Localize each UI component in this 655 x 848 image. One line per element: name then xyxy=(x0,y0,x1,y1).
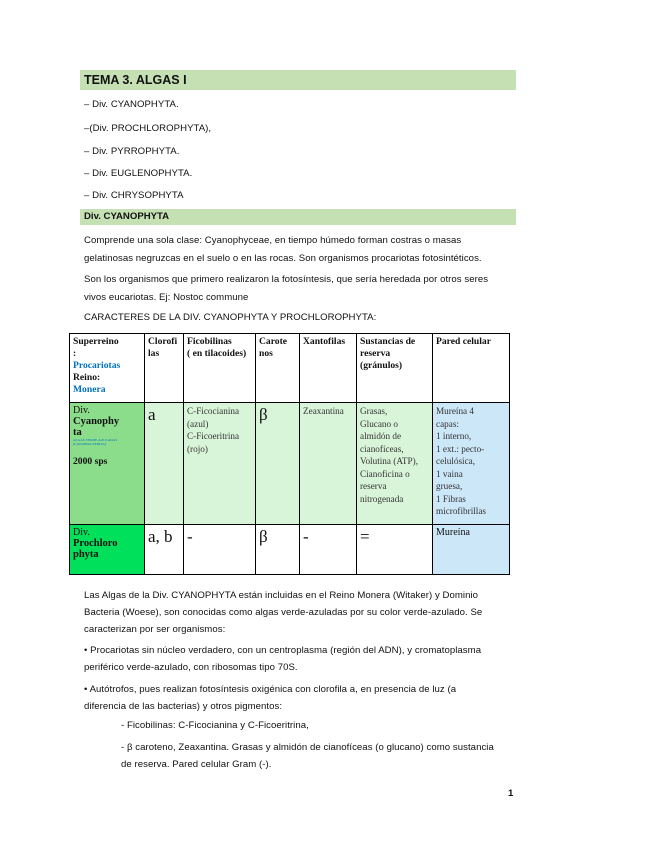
paragraph-line: vivos eucariotas. Ej: Nostoc commune xyxy=(84,292,249,303)
cell-clorofila: a xyxy=(145,403,184,525)
paragraph-line: Comprende una sola clase: Cyanophyceae, en tiempo húmedo forman costras o masas xyxy=(84,235,462,246)
cell-pared: Mureína 4 capas: 1 interno, 1 ext.: pecto- celulósica, 1 vaina gruesa, 1 Fibras microfibrillas xyxy=(433,403,510,525)
bullet-line: diferencia de las bacterias) y otros pigmentos: xyxy=(84,701,283,712)
cell-caroteno: β xyxy=(256,525,300,575)
header-xantofilas: Xantofilas xyxy=(300,334,357,403)
division-item: – Div. PYRROPHYTA. xyxy=(84,146,180,157)
cell-ficobilinas: - xyxy=(184,525,256,575)
header-ficobilinas: Ficobilinas ( en tilacoides) xyxy=(184,334,256,403)
page-number: 1 xyxy=(508,788,514,799)
table-row-cyanophyta xyxy=(70,403,510,525)
bullet-line: • Procariotas sin núcleo verdadero, con un centroplasma (región del ADN), y cromatoplasma xyxy=(84,645,482,656)
sub-bullet-line: - β caroteno, Zeaxantina. Grasas y almidón de cianofíceas (o glucano) como sustancia xyxy=(121,742,494,753)
cell-division: Div. Cyanophy ta ALGAS VERDE-AZULADAS (CIANOBACTERIAS) 2000 sps xyxy=(70,403,145,525)
sub-bullet-line: - Ficobilinas: C-Ficocianina y C-Ficoeritrina, xyxy=(121,720,309,731)
paragraph-line: Son los organismos que primero realizaron la fotosíntesis, que sería heredada por otros seres xyxy=(84,274,489,285)
table-caption: CARACTERES DE LA DIV. CYANOPHYTA Y PROCHLOROPHYTA: xyxy=(84,312,377,323)
bullet-line: • Autótrofos, pues realizan fotosíntesis oxigénica con clorofila a, en presencia de luz (a xyxy=(84,684,457,695)
header-carotenos: Carote nos xyxy=(256,334,300,403)
header-superreino: Superreino : Procariotas Reino: Monera xyxy=(70,334,145,403)
table-header-row xyxy=(70,334,510,403)
cell-ficobilinas: C-Ficocianina (azul) C-Ficoeritrina (rojo) xyxy=(184,403,256,525)
sub-bullet-line: de reserva. Pared celular Gram (-). xyxy=(121,759,272,770)
header-clorofilas: Clorofi las xyxy=(145,334,184,403)
cell-pared: Mureína xyxy=(433,525,510,575)
paragraph-line: Bacteria (Woese), son conocidas como algas verde-azuladas por su color verde-azulado. Se xyxy=(84,607,483,618)
cell-xantofila: - xyxy=(300,525,357,575)
header-pared: Pared celular xyxy=(433,334,510,403)
division-item: – Div. EUGLENOPHYTA. xyxy=(84,168,193,179)
cell-clorofila: a, b xyxy=(145,525,184,575)
cell-xantofila: Zeaxantina xyxy=(300,403,357,525)
header-reserva: Sustancias de reserva (gránulos) xyxy=(357,334,433,403)
paragraph-line: caracterizan por ser organismos: xyxy=(84,624,226,635)
paragraph-line: Las Algas de la Div. CYANOPHYTA están incluidas en el Reino Monera (Witaker) y Dominio xyxy=(84,590,479,601)
bullet-line: periférico verde-azulado, con ribosomas tipo 70S. xyxy=(84,662,298,673)
cell-reserva: Grasas, Glucano o almidón de cianofíceas, Volutina (ATP), Cianoficina o reserva nitrogenada xyxy=(357,403,433,525)
cell-caroteno: β xyxy=(256,403,300,525)
paragraph-line: gelatinosas negruzcas en el suelo o en las rocas. Son organismos procariotas fotosintéticos. xyxy=(84,253,482,264)
division-item: – Div. CHRYSOPHYTA xyxy=(84,190,184,201)
division-item: –(Div. PROCHLOROPHYTA), xyxy=(84,123,212,134)
section-heading: Div. CYANOPHYTA xyxy=(80,209,516,225)
division-item: – Div. CYANOPHYTA. xyxy=(84,99,179,110)
page-title: TEMA 3. ALGAS I xyxy=(80,70,516,90)
cell-reserva: = xyxy=(357,525,433,575)
cell-division: Div. Prochloro phyta xyxy=(70,525,145,575)
table-row-prochlorophyta xyxy=(70,525,510,575)
characters-table xyxy=(69,333,510,575)
